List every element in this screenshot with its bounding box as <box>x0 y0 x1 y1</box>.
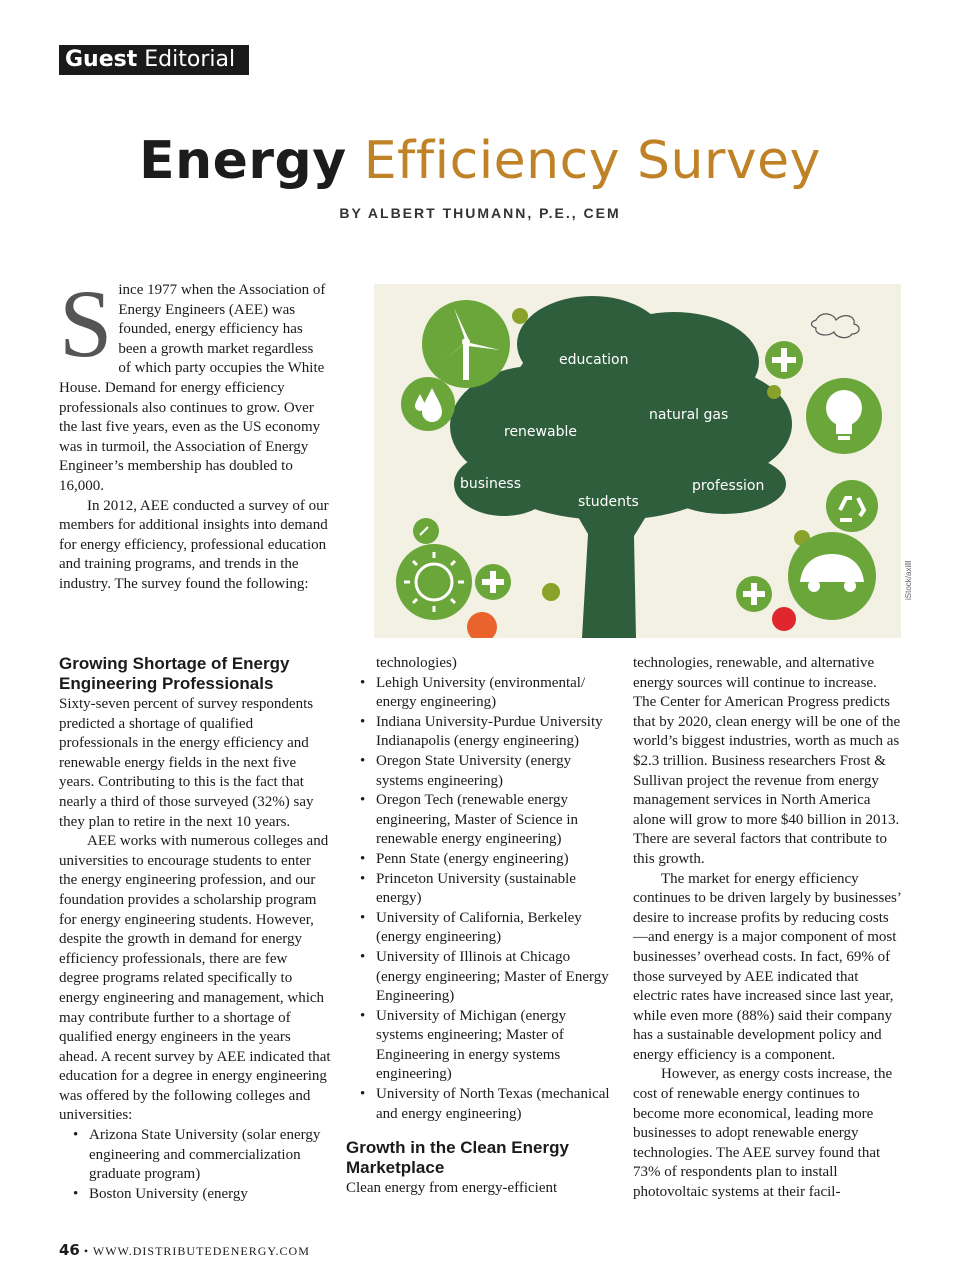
light-bulb-icon <box>806 378 882 454</box>
col1-paragraph-1: Sixty-seven percent of survey respondents predicted a shortage of qualified professionals in the energy efficiency and renewable energy fields in the next five years. Contributing to this is the fact that nearly a third of those surveyed (32%) say they plan to retire in the next 10 years. <box>59 696 314 830</box>
gauge-icon <box>413 518 439 544</box>
dot-olive <box>767 385 781 399</box>
list-item: • Oregon State University (energy systems engineering) <box>346 752 616 791</box>
list-item: • Princeton University (sustainable energy) <box>346 870 616 909</box>
dot-red <box>772 607 796 631</box>
page-number: 46 <box>59 1241 80 1259</box>
col2-paragraph-1: Clean energy from energy-efficient <box>346 1180 558 1197</box>
wind-turbine-icon <box>422 300 510 388</box>
byline: BY ALBERT THUMANN, P.E., CEM <box>339 205 621 221</box>
tree-label-business: business <box>460 476 522 492</box>
plus-icon <box>765 341 803 379</box>
intro-paragraph-2: In 2012, AEE conducted a survey of our members for additional insights into demand for energy efficiency, professional education and training programs, and trends in the industry. The survey found the following: <box>59 497 329 592</box>
university-list <box>59 1126 331 1204</box>
footer-separator: • <box>83 1244 90 1258</box>
image-credit: iStock/axilll <box>904 560 913 600</box>
column-3 <box>633 654 903 1203</box>
list-item: • University of North Texas (mechanical and energy engineering) <box>346 1085 616 1124</box>
water-drop-icon <box>401 377 455 431</box>
tree-label-profession: profession <box>692 478 765 494</box>
column-2 <box>346 654 616 1199</box>
section-tag-rest: Editorial <box>144 47 236 72</box>
title-part1: Energy <box>139 131 347 191</box>
tree-illustration <box>374 284 901 638</box>
dot-olive <box>542 583 560 601</box>
page-footer <box>59 1241 310 1259</box>
list-item: • University of Illinois at Chicago (energy engineering; Master of Energy Engineering) <box>346 948 616 1007</box>
tree-label-students: students <box>578 494 639 510</box>
col3-paragraph-1: technologies, renewable, and alternative energy sources will continue to increase. The Center for American Progress predicts that by 2020, clean energy will be one of the world’s biggest industries, worth as much as $2.3 trillion. Business researchers Frost & Sullivan project the revenue from energy management services in North America alone will grow to more $40 billion in 2013. There are several factors that contribute to this growth. <box>633 655 901 867</box>
col3-paragraph-3: However, as energy costs increase, the cost of renewable energy continues to become more economical, leading more businesses to adopt renewable energy technologies. The AEE survey found that 73% of respondents plan to install photovoltaic systems at their facil- <box>633 1066 893 1201</box>
col1-paragraph-2: AEE works with numerous colleges and universities to encourage students to enter the energy engineering profession, and our foundation provides a scholarship program for energy engineering students. However, despite the growth in demand for energy efficiency professionals, there are few degree programs related specifically to energy engineering and management, which may contribute further to a shortage of qualified energy engineers in the years ahead. A recent survey by AEE indicated that education for a degree in energy engineering was offered by the following colleges and universities: <box>59 833 331 1124</box>
list-item: • University of California, Berkeley (energy engineering) <box>346 909 616 948</box>
list-item: • Oregon Tech (renewable energy engineering, Master of Science in renewable energy engineering) <box>346 791 616 850</box>
intro-block <box>59 270 329 595</box>
sun-icon <box>396 544 472 620</box>
list-item: • University of Michigan (energy systems engineering; Master of Engineering in energy systems engineering) <box>346 1007 616 1085</box>
tree-label-education: education <box>559 352 629 368</box>
col3-paragraph-2: The market for energy efficiency continues to be driven largely by businesses’ desire to increase profits by reducing costs—and energy is a major component of most businesses’ overhead costs. In fact, 69% of those surveyed by AEE indicated that electric rates have increased since last year, while even more (88%) said their company has a sustainable development policy and energy efficiency is a component. <box>633 870 901 1063</box>
section-tag-bold: Guest <box>65 47 138 72</box>
list-item: • Boston University (energy <box>59 1185 331 1205</box>
tree-label-natural-gas: natural gas <box>649 407 729 423</box>
intro-paragraph-1 <box>59 270 329 497</box>
list-item: • Penn State (energy engineering) <box>346 850 616 870</box>
drop-cap: S <box>59 270 113 377</box>
article-title <box>0 130 960 192</box>
section-heading-shortage: Growing Shortage of Energy Engineering Professionals <box>59 654 290 693</box>
section-heading-clean-energy: Growth in the Clean Energy Marketplace <box>346 1138 569 1178</box>
tree-label-renewable: renewable <box>504 424 577 440</box>
col2-continued: technologies) <box>376 655 457 671</box>
university-list <box>346 674 616 1125</box>
column-1 <box>59 654 331 1204</box>
footer-website: WWW.DISTRIBUTEDENERGY.COM <box>92 1244 310 1258</box>
list-item: • Indiana University-Purdue University Indianapolis (energy engineering) <box>346 713 616 752</box>
title-part2: Efficiency Survey <box>363 131 821 191</box>
car-icon <box>788 532 876 620</box>
list-item: • Arizona State University (solar energy engineering and commercialization graduate program) <box>59 1126 331 1185</box>
tree-illustration-svg <box>374 284 901 638</box>
plus-icon <box>475 564 511 600</box>
recycle-icon <box>826 480 878 532</box>
section-tag <box>59 45 249 75</box>
intro-text-1: ince 1977 when the Association of Energy Engineers (AEE) was founded, energy efficiency has been a growth market regardless of which party occupies the White House. Demand for energy efficiency professionals also continues to grow. Over the last five years, even as the US economy was in turmoil, the Association of Energy Engineer’s membership has doubled to 16,000. <box>59 282 326 494</box>
list-item: • Lehigh University (environmental/ energy engineering) <box>346 674 616 713</box>
plus-icon <box>736 576 772 612</box>
dot-olive <box>512 308 528 324</box>
